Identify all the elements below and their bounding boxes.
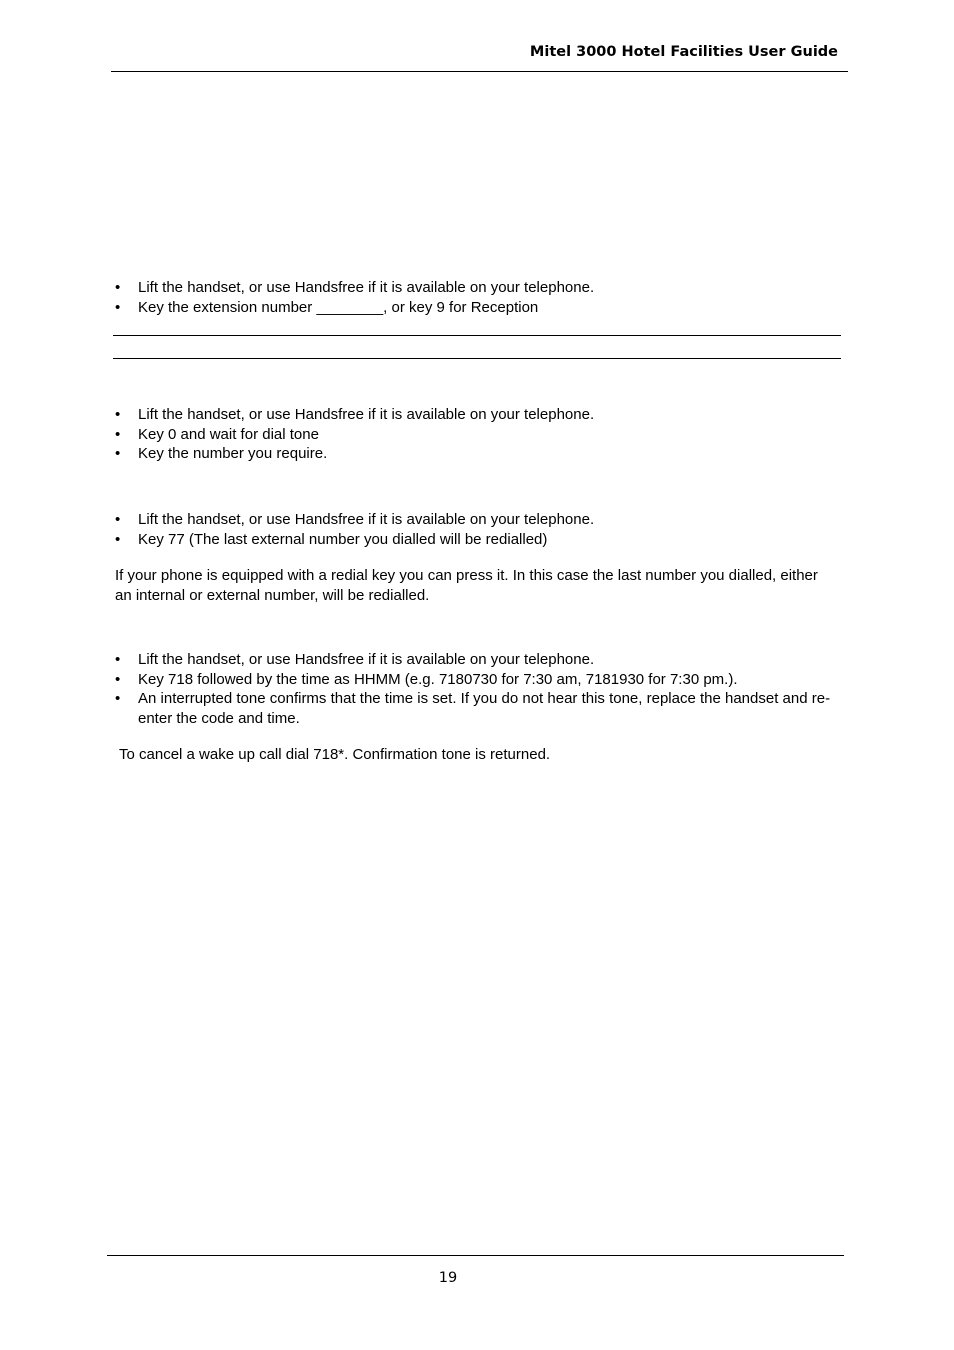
divider — [113, 358, 841, 359]
divider — [113, 335, 841, 336]
header-rule — [111, 71, 848, 72]
page-number: 19 — [438, 1270, 458, 1286]
list-item: • Lift the handset, or use Handsfree if it is available on your telephone. — [115, 650, 835, 670]
document-title: Mitel 3000 Hotel Facilities User Guide — [529, 44, 838, 60]
list-item: • An interrupted tone confirms that the time is set. If you do not hear this tone, replace the handset and re-enter the code and time. — [115, 689, 835, 728]
list-item: • Lift the handset, or use Handsfree if it is available on your telephone. — [115, 278, 835, 298]
wake-up-cancel-note: To cancel a wake up call dial 718*. Confirmation tone is returned. — [119, 746, 551, 763]
list-item: • Lift the handset, or use Handsfree if it is available on your telephone. — [115, 510, 835, 530]
external-call-steps — [115, 405, 835, 464]
list-item: • Key 0 and wait for dial tone — [115, 425, 835, 445]
footer-rule — [107, 1255, 844, 1256]
wake-up-call-steps — [115, 650, 835, 728]
list-item: • Lift the handset, or use Handsfree if it is available on your telephone. — [115, 405, 835, 425]
list-item: • Key the extension number ________, or key 9 for Reception — [115, 298, 835, 318]
list-item: • Key the number you require. — [115, 444, 835, 464]
redial-note: If your phone is equipped with a redial key you can press it. In this case the last number you dialled, either an internal or external number, will be redialled. — [115, 567, 818, 604]
internal-call-steps — [115, 278, 835, 317]
list-item: • Key 718 followed by the time as HHMM (e.g. 7180730 for 7:30 am, 7181930 for 7:30 pm.). — [115, 670, 835, 690]
redial-steps — [115, 510, 835, 549]
list-item: • Key 77 (The last external number you dialled will be redialled) — [115, 530, 835, 550]
